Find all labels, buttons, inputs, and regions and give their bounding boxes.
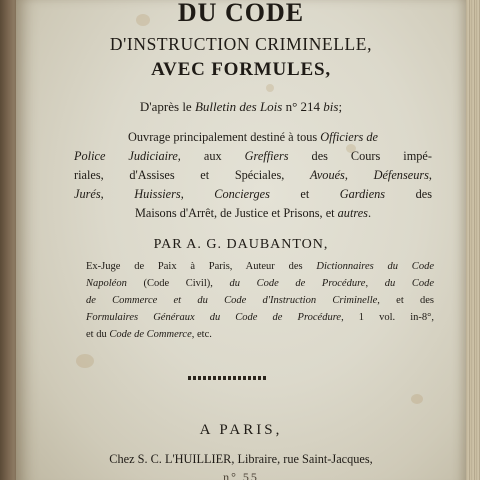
- description-line-1: Ouvrage principalement destiné à tous Officiers de: [128, 130, 378, 144]
- bulletin-number: n° 214: [282, 99, 324, 114]
- ornamental-divider: [188, 376, 266, 380]
- bulletin-reference: [16, 99, 466, 115]
- description-line-3: riales, d'Assises et Spéciales, Avoués, Défenseurs,: [74, 168, 432, 182]
- title-line-3: AVEC FORMULES,: [151, 59, 331, 80]
- bulletin-prefix: D'après le: [139, 99, 195, 114]
- credentials-line-1: Ex-Juge de Paix à Paris, Auteur des Dictionnaires du Code: [86, 261, 434, 272]
- title-line-1: DU CODE: [177, 0, 305, 27]
- bulletin-bis: bis: [323, 99, 339, 114]
- description-line-2: Police Judiciaire, aux Greffiers des Cours impé-: [74, 149, 432, 163]
- address-number: n° 55: [223, 470, 259, 480]
- foxing-spot: [76, 354, 94, 368]
- author-line: PAR A. G. DAUBANTON,: [153, 237, 329, 252]
- description-line-5: Maisons d'Arrêt, de Justice et Prisons, et autres.: [134, 206, 372, 220]
- credentials-line-3: de Commerce et du Code d'Instruction Criminelle, et des: [86, 295, 434, 306]
- city-line: A PARIS,: [199, 422, 283, 438]
- bulletin-end: ;: [338, 99, 343, 114]
- foxing-spot: [411, 394, 423, 404]
- credentials-line-4: Formulaires Généraux du Code de Procédure, 1 vol. in-8°,: [86, 312, 435, 323]
- foxing-spot: [266, 84, 274, 92]
- title-page: [16, 0, 466, 480]
- bulletin-name: Bulletin des Lois: [194, 99, 283, 114]
- publisher-line: Chez S. C. L'HUILLIER, Libraire, rue Saint-Jacques,: [109, 452, 373, 466]
- title-line-2: D'INSTRUCTION CRIMINELLE,: [109, 34, 373, 54]
- credentials-line-5: et du Code de Commerce, etc.: [86, 329, 212, 340]
- description-line-4: Jurés, Huissiers, Concierges et Gardiens des: [74, 187, 432, 201]
- credentials-line-2: Napoléon (Code Civil), du Code de Procédure, du Code: [86, 278, 434, 289]
